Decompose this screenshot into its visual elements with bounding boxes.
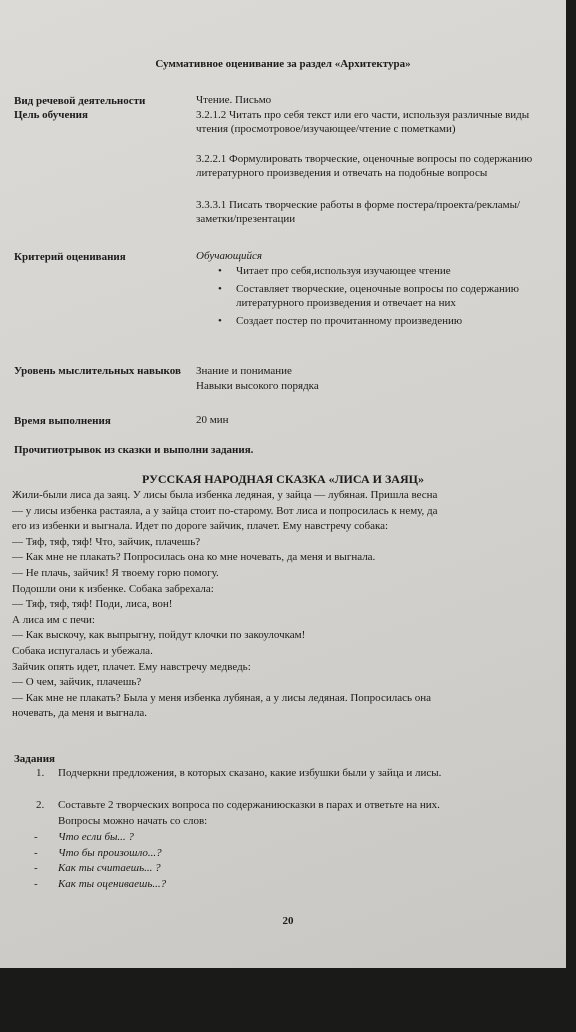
story-title: РУССКАЯ НАРОДНАЯ СКАЗКА «ЛИСА И ЗАЯЦ» [142,472,424,486]
task-text: Составьте 2 творческих вопроса по содержаниюсказки в парах и ответьте на них. [58,799,440,811]
task-number: 2. [36,799,45,811]
starter-text: Как ты оцениваешь...? [58,877,167,890]
thinking-value: Навыки высокого порядка [196,380,319,392]
starter-item [34,830,334,846]
time-value: 20 мин [196,414,229,426]
activity-value: Чтение. Письмо [196,94,272,106]
story-line: — Как мне не плакать? Была у меня избенка лубяная, а у лисы ледяная. Попросилась она [12,691,431,704]
story-line: Подошли они к избенке. Собака забрехала: [12,582,214,595]
goal-label: Цель обучения [14,109,88,121]
task-number: 1. [36,767,45,779]
story-line: — Как мне не плакать? Попросилась она ко мне ночевать, да меня и выгнала. [12,551,376,564]
starter-item [34,877,334,893]
story-line: Собака испугалась и убежала. [12,644,153,657]
story-line: Жили-были лиса да заяц. У лисы была избенка ледяная, у зайца — лубяная. Пришла весна [12,489,438,501]
starter-text: Что бы произошло...? [58,846,162,859]
dash-marker: - [34,831,38,843]
starter-text: Как ты считаешь... ? [58,862,161,874]
goal-item: 3.2.2.1 Формулировать творческие, оценочные вопросы по содержанию литературного произведения и отвечать на подобные вопросы [196,153,533,179]
instruction: Прочитиотрывок из сказки и выполни задания. [14,444,254,456]
activity-label: Вид речевой деятельности [14,95,146,107]
criteria-item: • Создает постер по прочитанному произведению [196,314,562,328]
thinking-label: Уровень мыслительных навыков [14,365,181,377]
page-number: 20 [282,915,294,927]
criteria-label: Критерий оценивания [14,251,126,263]
page-title: Суммативное оценивание за раздел «Архитектура» [155,58,411,70]
criteria-subject: Обучающийся [196,250,263,262]
story-line: его из избенки и выгнала. Идет по дороге зайчик, плачет. Ему навстречу собака: [12,520,389,533]
starter-item [34,861,334,877]
story-line: — Как выскочу, как выпрыгну, пойдут клочки по закоулочкам! [12,629,306,642]
story-line: — Не плачь, зайчик! Я твоему горю помогу. [12,566,219,579]
story-line: — Тяф, тяф, тяф! Что, зайчик, плачешь? [12,535,201,548]
thinking-value: Знание и понимание [196,365,292,377]
story-line: ночевать, да меня и выгнала. [12,707,147,720]
story-line: — у лисы избенка растаяла, а у зайца стоит по-старому. Вот лиса и попросилась к нему, да [12,504,438,517]
criteria-list [196,264,562,328]
story-line: Зайчик опять идет, плачет. Ему навстречу медведь: [12,660,251,673]
criteria-item: • Читает про себя,используя изучающее чтение [196,264,562,278]
dark-background [0,968,576,1032]
goal-item: 3.3.3.1 Писать творческие работы в форме постера/проекта/рекламы/заметки/презентации [196,199,521,225]
goal-item: 3.2.1.2 Читать про себя текст или его части, используя различные виды чтения (просмотровое/изучающее/чтение с пометками) [196,109,530,135]
story-line: — О чем, зайчик, плачешь? [12,676,142,689]
dash-marker: - [34,862,38,874]
starter-text: Что если бы... ? [58,831,134,843]
tasks-heading: Задания [14,753,55,765]
story-text [12,488,560,722]
question-starters [34,830,334,892]
task-subtext: Вопросы можно начать со слов: [58,815,208,827]
story-line: А лиса им с печи: [12,613,95,626]
starter-item [34,846,334,862]
criteria-item: • Составляет творческие, оценочные вопросы по содержанию литературного произведения и отвечает на них [196,282,562,310]
dash-marker: - [34,877,38,890]
story-line: — Тяф, тяф, тяф! Поди, лиса, вон! [12,598,173,611]
dash-marker: - [34,846,38,859]
task-text: Подчеркни предложения, в которых сказано, какие избушки были у зайца и лисы. [58,767,442,779]
time-label: Время выполнения [14,415,111,427]
